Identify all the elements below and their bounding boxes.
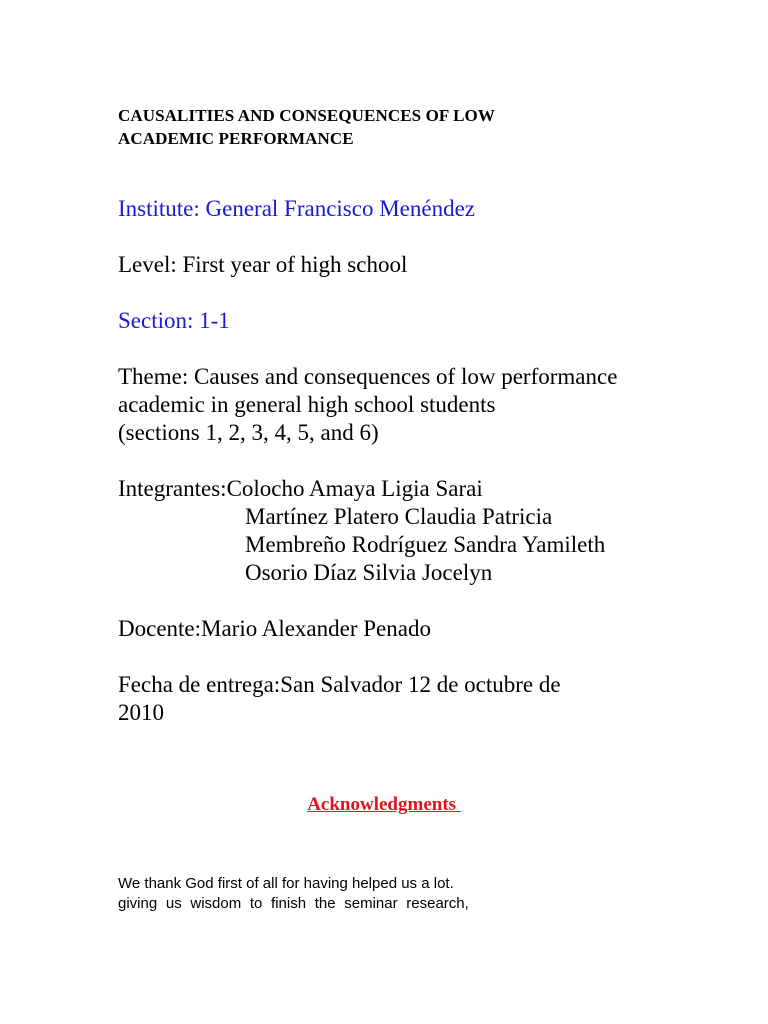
acknowledgments-heading-text: Acknowledgments xyxy=(307,794,461,815)
theme-line-3: (sections 1, 2, 3, 4, 5, and 6) xyxy=(118,420,379,445)
title-line-1: CAUSALITIES AND CONSEQUENCES OF LOW xyxy=(118,106,495,125)
integrantes-label-text: Integrantes: xyxy=(118,476,227,501)
document-title xyxy=(118,104,578,150)
member-name: Martínez Platero Claudia Patricia xyxy=(245,504,553,529)
integrantes-label xyxy=(118,475,483,503)
member-name: Osorio Díaz Silvia Jocelyn xyxy=(245,560,493,585)
member-name: Membreño Rodríguez Sandra Yamileth xyxy=(245,532,606,557)
docente-line: Docente:Mario Alexander Penado xyxy=(118,616,431,641)
title-line-2: ACADEMIC PERFORMANCE xyxy=(118,129,354,148)
institute-line: Institute: General Francisco Menéndez xyxy=(118,196,476,221)
section-line: Section: 1-1 xyxy=(118,308,230,333)
acknowledgments-paragraph-line-2: giving us wisdom to finish the seminar research, xyxy=(118,895,469,912)
level-line: Level: First year of high school xyxy=(118,252,408,277)
acknowledgments-paragraph-line-1: We thank God first of all for having helped us a lot. xyxy=(118,875,454,892)
fecha-line-2: 2010 xyxy=(118,700,164,725)
fecha-line-1: Fecha de entrega:San Salvador 12 de octubre de xyxy=(118,672,561,697)
theme-line-2: academic in general high school students xyxy=(118,392,496,417)
theme-line-1: Theme: Causes and consequences of low performance xyxy=(118,364,618,389)
acknowledgments-heading xyxy=(0,793,768,817)
member-name: Colocho Amaya Ligia Sarai xyxy=(226,476,483,501)
